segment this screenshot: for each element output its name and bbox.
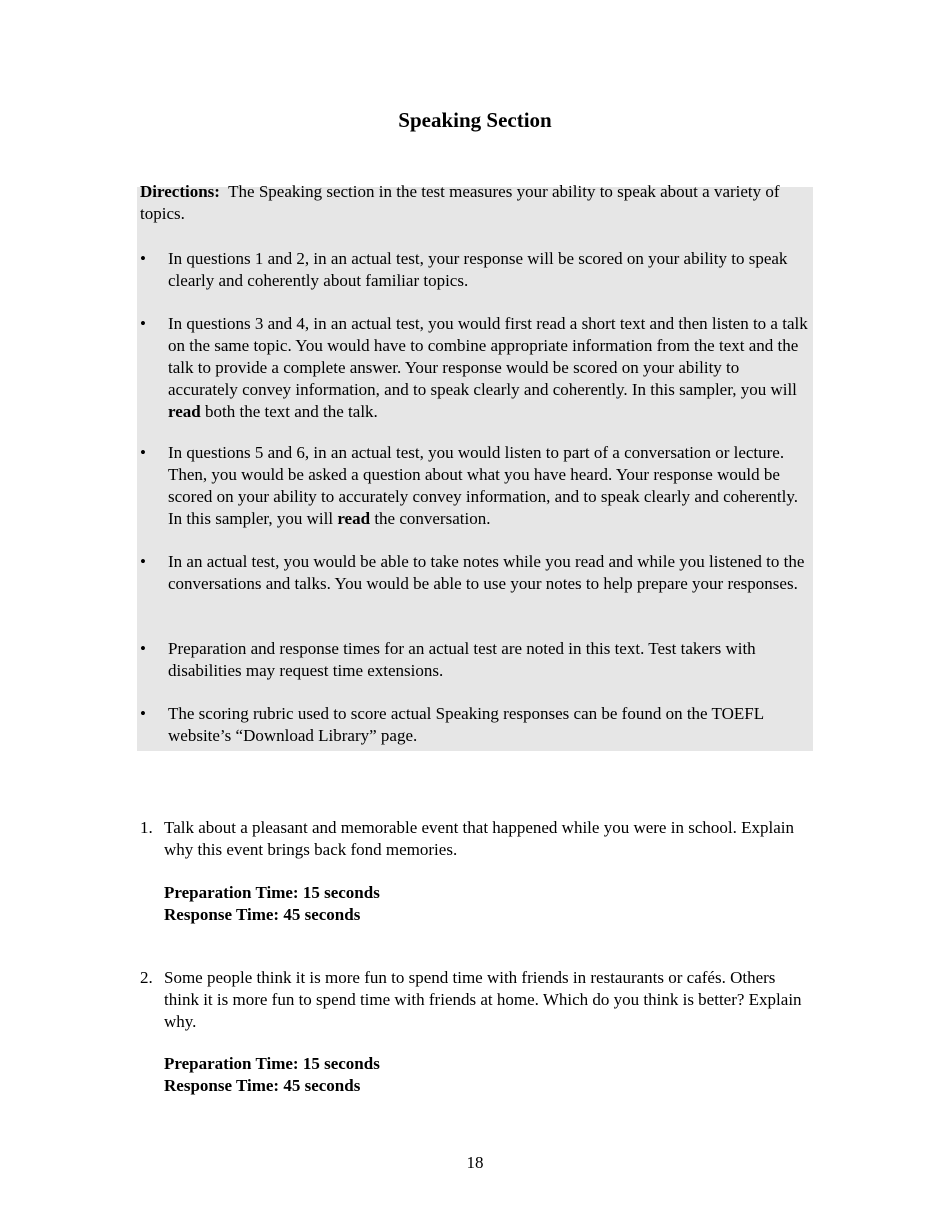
- preparation-time: Preparation Time: 15 seconds: [164, 883, 380, 902]
- bullet-glyph: •: [140, 639, 146, 658]
- bullet-text: In questions 3 and 4, in an actual test, you would first read a short text and then listen to a talk on the same topic. You would have to combine appropriate information from the text and the talk to provide a complete answer. Your response would be scored on your ability to accurately convey information, and to speak clearly and coherently. In this sampler, you will read both the text and the talk.: [168, 314, 808, 421]
- directions-label: Directions:: [140, 182, 220, 201]
- page-number: 18: [466, 1153, 484, 1172]
- bullet-text: In questions 5 and 6, in an actual test, you would listen to part of a conversation or lecture. Then, you would be asked a question about what you have heard. Your response would be scored on your ability to accurately convey information, and to speak clearly and coherently. In this sampler, you will read the conversation.: [168, 443, 799, 528]
- preparation-time: Preparation Time: 15 seconds: [164, 1054, 380, 1073]
- bullet-glyph: •: [140, 249, 146, 268]
- directions-paragraph: [140, 181, 800, 225]
- question-text: Talk about a pleasant and memorable event that happened while you were in school. Explain why this event brings back fond memories.: [164, 818, 794, 859]
- response-time: Response Time: 45 seconds: [164, 1076, 361, 1095]
- bullet-glyph: •: [140, 314, 146, 333]
- page-title: Speaking Section: [398, 108, 552, 132]
- directions-text: The Speaking section in the test measures your ability to speak about a variety of topics.: [140, 182, 784, 223]
- bullet-text: In an actual test, you would be able to take notes while you read and while you listened to the conversations and talks. You would be able to use your notes to help prepare your responses.: [168, 552, 805, 593]
- bullet-text: Preparation and response times for an actual test are noted in this text. Test takers with disabilities may request time extensions.: [168, 639, 756, 680]
- bullet-glyph: •: [140, 552, 146, 571]
- question-text: Some people think it is more fun to spend time with friends in restaurants or cafés. Others think it is more fun to spend time with friends at home. Which do you think is better? Explain why.: [164, 968, 802, 1031]
- response-time: Response Time: 45 seconds: [164, 905, 361, 924]
- bullet-glyph: •: [140, 443, 146, 462]
- bullet-glyph: •: [140, 704, 146, 723]
- question-number: 1.: [140, 818, 153, 837]
- question-number: 2.: [140, 968, 153, 987]
- bullet-text: In questions 1 and 2, in an actual test, your response will be scored on your ability to speak clearly and coherently about familiar topics.: [168, 249, 788, 290]
- bullet-text: The scoring rubric used to score actual Speaking responses can be found on the TOEFL website’s “Download Library” page.: [168, 704, 764, 745]
